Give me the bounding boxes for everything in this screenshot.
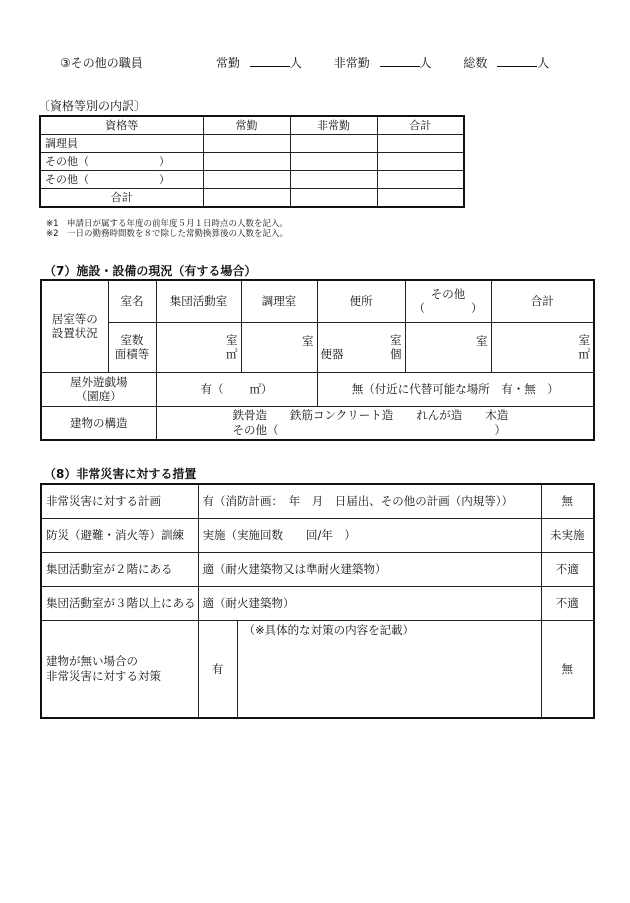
staff-heading: ③その他の職員: [60, 56, 143, 70]
structure-label: 建物の構造: [41, 406, 156, 440]
emergency-alt[interactable]: 未実施: [541, 518, 594, 552]
room-name: 調理室: [241, 280, 317, 322]
total-label: 総数: [463, 56, 488, 70]
table-row: [40, 153, 464, 171]
qual-cell[interactable]: [290, 171, 377, 189]
table-row: [41, 518, 594, 552]
room-count-cell[interactable]: 室 ㎡: [156, 322, 241, 372]
outdoor-no[interactable]: 無（付近に代替可能な場所 有・無 ）: [317, 372, 594, 406]
emergency-label: 非常災害に対する計画: [41, 484, 198, 518]
qual-row-label: その他（ ）: [40, 171, 203, 189]
room-count-cell[interactable]: 室: [241, 322, 317, 372]
qual-cell[interactable]: [290, 189, 377, 208]
fulltime-unit: 人: [289, 56, 302, 70]
room-count-cell[interactable]: 室 便器 個: [317, 322, 405, 372]
outdoor-row: [41, 372, 594, 406]
table-row: [40, 135, 464, 153]
table-row: [41, 586, 594, 620]
qual-cell[interactable]: [377, 135, 464, 153]
qual-cell[interactable]: [290, 153, 377, 171]
emergency-table: [40, 483, 595, 719]
room-other[interactable]: その他 （ ）: [405, 280, 491, 322]
table-row: [40, 171, 464, 189]
room-count-cell[interactable]: 室 ㎡: [491, 322, 594, 372]
parttime-blank[interactable]: [380, 54, 420, 67]
room-count-cell[interactable]: 室: [405, 322, 491, 372]
room-name: 集団活動室: [156, 280, 241, 322]
emergency-label: 集団活動室が３階以上にある: [41, 586, 198, 620]
room-name: 便所: [317, 280, 405, 322]
emergency-label: 防災（避難・消火等）訓練: [41, 518, 198, 552]
emergency-no[interactable]: 無: [541, 620, 594, 718]
qual-cell[interactable]: [377, 153, 464, 171]
table-row: [41, 620, 594, 718]
facility-name-row: [41, 280, 594, 322]
qual-total-label: 合計: [40, 189, 203, 208]
qual-cell[interactable]: [377, 189, 464, 208]
table-row: [41, 484, 594, 518]
total-unit: 人: [537, 56, 550, 70]
table-row: [41, 552, 594, 586]
emergency-content[interactable]: 実施（実施回数 回/年 ）: [198, 518, 541, 552]
qual-title: 〔資格等別の内訳〕: [38, 99, 147, 113]
total-blank[interactable]: [497, 54, 537, 67]
facility-count-row: [41, 322, 594, 372]
room-name-label: 室名: [108, 280, 156, 322]
emergency-alt[interactable]: 不適: [541, 586, 594, 620]
qual-cell[interactable]: [290, 135, 377, 153]
outdoor-yes[interactable]: 有（ ㎡）: [156, 372, 317, 406]
parttime-label: 非常勤: [333, 56, 370, 70]
room-total-label: 合計: [491, 280, 594, 322]
qual-col-header: 常勤: [203, 116, 290, 135]
qual-col-header: 合計: [377, 116, 464, 135]
qual-cell[interactable]: [203, 153, 290, 171]
staff-counts: [216, 54, 549, 71]
qual-row-label: その他（ ）: [40, 153, 203, 171]
qual-cell[interactable]: [377, 171, 464, 189]
qual-note: ※2 一日の勤務時間数を８で除した常勤換算後の人数を記入。: [46, 229, 289, 239]
emergency-note[interactable]: （※具体的な対策の内容を記載）: [237, 620, 541, 718]
emergency-label: 集団活動室が２階にある: [41, 552, 198, 586]
emergency-label: 建物が無い場合の 非常災害に対する対策: [41, 620, 198, 718]
qual-cell[interactable]: [203, 171, 290, 189]
emergency-title: （8）非常災害に対する措置: [44, 467, 197, 481]
count-area-label: 室数 面積等: [108, 322, 156, 372]
emergency-yes[interactable]: 有: [198, 620, 237, 718]
fulltime-blank[interactable]: [250, 54, 290, 67]
outdoor-label: 屋外遊戯場 （園庭）: [41, 372, 156, 406]
qual-total-row: [40, 189, 464, 208]
qual-notes: [46, 219, 288, 239]
emergency-alt[interactable]: 不適: [541, 552, 594, 586]
qual-cell[interactable]: [203, 135, 290, 153]
emergency-content[interactable]: 適（耐火建築物）: [198, 586, 541, 620]
qual-row-label: 調理員: [40, 135, 203, 153]
facility-title: （7）施設・設備の現況（有する場合）: [44, 264, 257, 278]
structure-row: [41, 406, 594, 440]
fulltime-label: 常勤: [216, 56, 241, 70]
structure-options[interactable]: 鉄骨造 鉄筋コンクリート造 れんが造 木造 その他（ ）: [156, 406, 594, 440]
emergency-alt[interactable]: 無: [541, 484, 594, 518]
qual-col-header: 非常勤: [290, 116, 377, 135]
qual-col-header: 資格等: [40, 116, 203, 135]
qual-header-row: [40, 116, 464, 135]
facility-table: [40, 279, 595, 441]
qual-note: ※1 申請日が属する年度の前年度５月１日時点の人数を記入。: [46, 219, 289, 229]
qual-cell[interactable]: [203, 189, 290, 208]
facility-row-header: 居室等の 設置状況: [41, 280, 108, 372]
qual-table: [39, 115, 465, 208]
emergency-content[interactable]: 適（耐火建築物又は準耐火建築物）: [198, 552, 541, 586]
emergency-content[interactable]: 有（消防計画： 年 月 日届出、その他の計画（内規等））: [198, 484, 541, 518]
parttime-unit: 人: [419, 56, 432, 70]
